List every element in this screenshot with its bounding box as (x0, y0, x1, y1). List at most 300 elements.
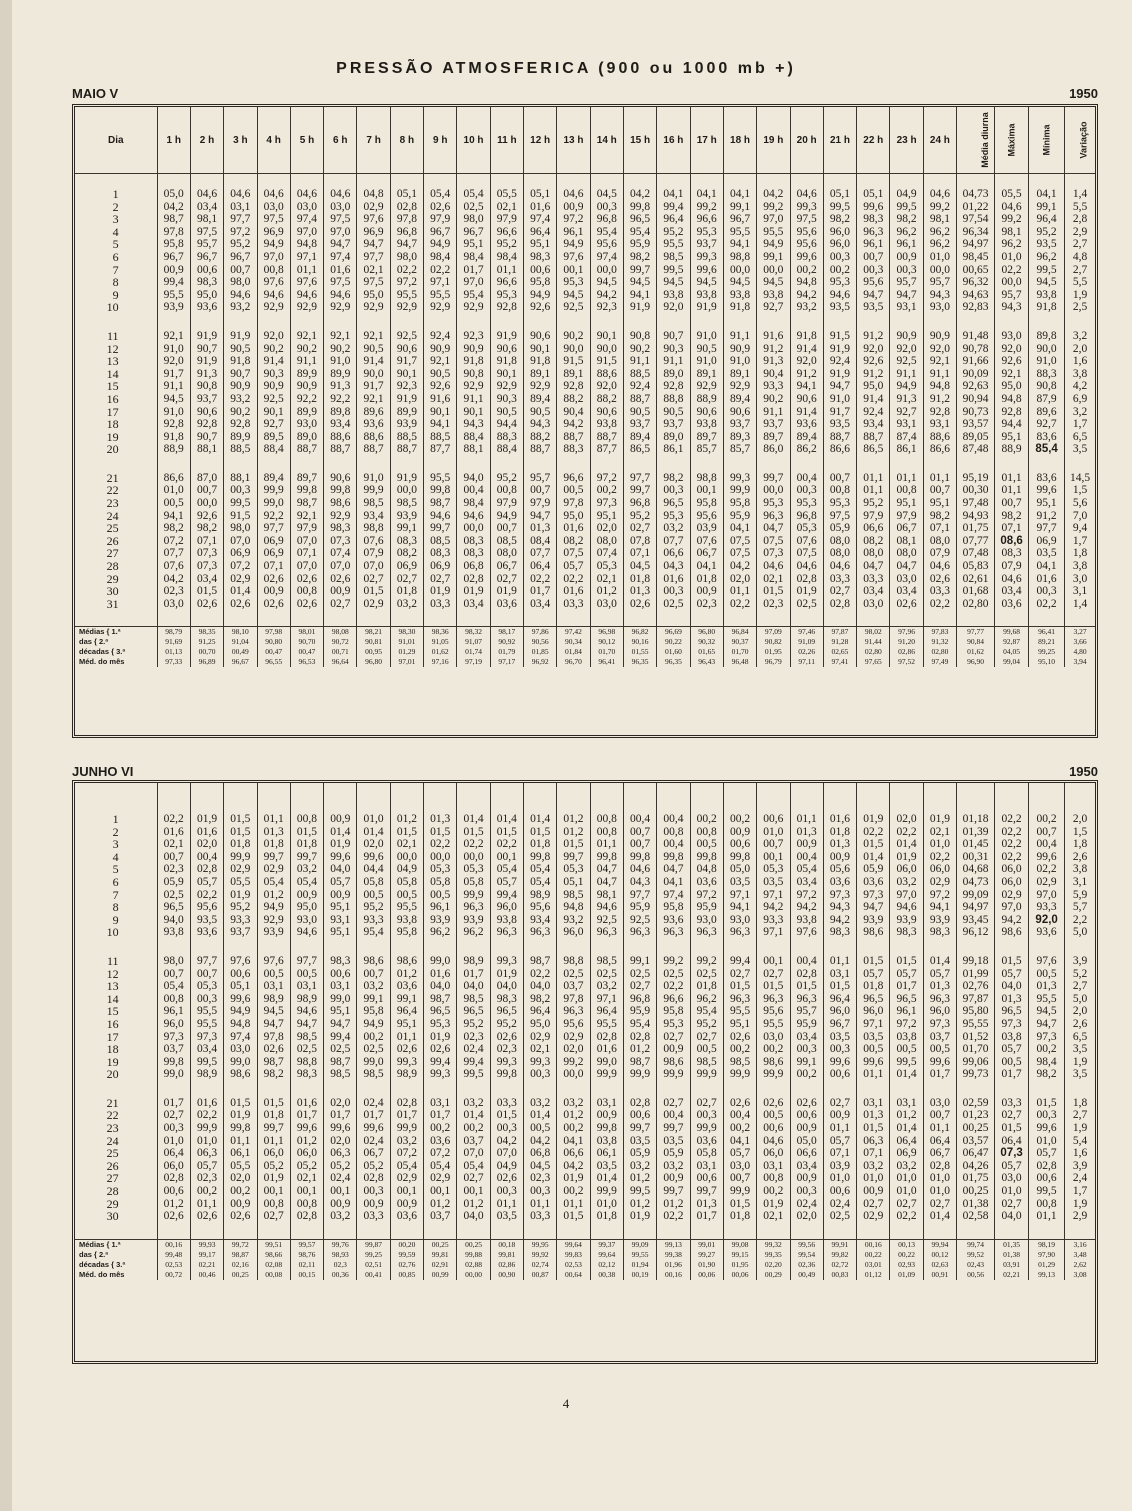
value-cell: 88,7 (823, 431, 856, 444)
value-cell: 89,9 (290, 406, 323, 419)
value-cell: 00,5 (995, 1056, 1029, 1069)
value-cell: 95,5 (657, 238, 690, 251)
value-cell: 95,9 (623, 901, 656, 914)
value-cell: 99,8 (157, 1056, 190, 1069)
summary-cell: 97,33 (157, 657, 190, 667)
value-cell: 03,4 (790, 1160, 823, 1173)
value-cell: 00,9 (557, 201, 590, 214)
value-cell: 96,34 (957, 226, 995, 239)
value-cell: 90,9 (890, 330, 923, 343)
summary-cell: 3,27 (1065, 627, 1095, 638)
value-cell: 04,6 (757, 560, 790, 573)
value-cell: 98,1 (995, 226, 1029, 239)
value-cell: 02,6 (424, 1043, 457, 1056)
value-cell: 93,2 (224, 301, 257, 314)
value-cell: 03,2 (590, 980, 623, 993)
value-cell: 96,5 (424, 1005, 457, 1018)
summary-cell: 97,46 (790, 627, 823, 638)
value-cell: 94,2 (790, 289, 823, 302)
value-cell: 93,9 (923, 914, 956, 927)
value-cell: 98,3 (923, 926, 956, 939)
value-cell: 91,0 (1029, 355, 1065, 368)
value-cell: 93,0 (995, 330, 1029, 343)
day-cell: 21 (106, 471, 119, 485)
value-cell: 94,6 (324, 289, 357, 302)
value-cell: 92,8 (657, 380, 690, 393)
value-cell: 03,0 (224, 1043, 257, 1056)
table-row (75, 1018, 1095, 1031)
value-cell: 00,9 (257, 585, 290, 598)
value-cell: 97,6 (257, 955, 290, 968)
value-cell: 05,4 (490, 863, 523, 876)
value-cell: 03,5 (623, 1135, 656, 1148)
value-cell: 99,6 (823, 1056, 856, 1069)
summary-cell: 90,92 (490, 637, 523, 647)
summary-cell: 02,51 (357, 1260, 390, 1270)
value-cell: 98,0 (157, 955, 190, 968)
value-cell: 99,9 (257, 484, 290, 497)
value-cell: 01,7 (324, 1109, 357, 1122)
value-cell: 94,9 (257, 901, 290, 914)
value-cell: 01,1 (590, 838, 623, 851)
value-cell: 94,7 (857, 289, 890, 302)
value-cell: 00,0 (390, 851, 423, 864)
value-cell: 03,0 (157, 598, 190, 611)
table-row (75, 472, 1095, 485)
summary-cell: 02,21 (190, 1260, 223, 1270)
maio-month-label: MAIO V (72, 86, 119, 101)
value-cell: 00,8 (290, 1198, 323, 1211)
summary-cell: 91,28 (823, 637, 856, 647)
value-cell: 4,8 (1065, 251, 1095, 264)
value-cell: 92,7 (1029, 418, 1065, 431)
summary-cell: 96,64 (324, 657, 357, 667)
summary-cell: 97,41 (823, 657, 856, 667)
value-cell: 93,6 (790, 418, 823, 431)
value-cell: 02,4 (457, 1043, 490, 1056)
value-cell: 89,0 (657, 431, 690, 444)
day-cell: 15 (106, 1005, 119, 1018)
value-cell: 02,6 (890, 598, 923, 611)
value-cell: 94,6 (890, 901, 923, 914)
value-cell: 99,7 (623, 1122, 656, 1135)
value-cell: 01,4 (224, 585, 257, 598)
summary-cell: 99,81 (490, 1250, 523, 1260)
summary-cell: 01,62 (424, 647, 457, 657)
summary-cell: 01,29 (390, 647, 423, 657)
value-cell: 02,7 (923, 1198, 956, 1211)
value-cell: 02,3 (190, 1172, 223, 1185)
value-cell: 98,6 (757, 1056, 790, 1069)
value-cell: 3,8 (1065, 863, 1095, 876)
summary-cell: 01,95 (723, 1260, 756, 1270)
value-cell: 91,9 (390, 472, 423, 485)
value-cell: 99,3 (690, 251, 723, 264)
value-cell: 99,8 (623, 201, 656, 214)
summary-cell: 00,95 (357, 647, 390, 657)
value-cell: 94,4 (490, 418, 523, 431)
value-cell: 92,8 (923, 406, 956, 419)
value-cell: 2,9 (1065, 1210, 1095, 1223)
value-cell: 98,0 (390, 251, 423, 264)
value-cell: 92,3 (590, 301, 623, 314)
value-cell: 03,3 (424, 598, 457, 611)
value-cell: 94,2 (590, 289, 623, 302)
value-cell: 98,9 (257, 993, 290, 1006)
value-cell: 00,1 (557, 264, 590, 277)
table-row (75, 343, 1095, 356)
value-cell: 00,2 (1029, 813, 1065, 826)
value-cell: 99,8 (623, 851, 656, 864)
summary-cell: 02,80 (923, 647, 956, 657)
value-cell: 90,6 (590, 406, 623, 419)
value-cell: 94,9 (757, 238, 790, 251)
day-cell: 25 (106, 522, 119, 535)
value-cell: 97,1 (590, 993, 623, 1006)
value-cell: 89,4 (623, 431, 656, 444)
value-cell: 92,9 (257, 914, 290, 927)
value-cell: 02,5 (690, 968, 723, 981)
summary-cell: 98,08 (324, 627, 357, 638)
value-cell: 02,6 (490, 1031, 523, 1044)
value-cell: 02,2 (890, 1210, 923, 1223)
value-cell: 07,3 (324, 535, 357, 548)
value-cell: 03,1 (590, 1097, 623, 1110)
value-cell: 89,4 (524, 393, 557, 406)
summary-cell: 00,22 (857, 1250, 890, 1260)
value-cell: 90,6 (690, 406, 723, 419)
value-cell: 03,6 (490, 598, 523, 611)
summary-cell: 01,62 (957, 647, 995, 657)
summary-cell: 99,54 (790, 1250, 823, 1260)
value-cell: 95,1 (1029, 497, 1065, 510)
value-cell: 94,8 (557, 901, 590, 914)
value-cell: 00,2 (1029, 1043, 1065, 1056)
value-cell: 03,4 (857, 585, 890, 598)
value-cell: 02,80 (957, 598, 995, 611)
summary-cell: 00,38 (590, 1270, 623, 1280)
value-cell: 02,1 (757, 1210, 790, 1223)
value-cell: 01,9 (857, 813, 890, 826)
value-cell: 93,9 (390, 510, 423, 523)
value-cell: 02,1 (524, 1043, 557, 1056)
value-cell: 00,0 (457, 522, 490, 535)
summary-cell: 97,98 (257, 627, 290, 638)
value-cell: 04,2 (723, 560, 756, 573)
value-cell: 90,78 (957, 343, 995, 356)
summary-cell: 99,57 (290, 1239, 323, 1250)
value-cell: 97,5 (257, 213, 290, 226)
value-cell: 98,5 (324, 1068, 357, 1081)
value-cell: 01,8 (623, 573, 656, 586)
value-cell: 99,4 (157, 276, 190, 289)
value-cell: 02,9 (995, 889, 1029, 902)
value-cell: 95,9 (723, 510, 756, 523)
value-cell: 98,8 (690, 472, 723, 485)
value-cell: 03,2 (890, 876, 923, 889)
value-cell: 97,8 (257, 1031, 290, 1044)
value-cell: 00,7 (190, 968, 223, 981)
value-cell: 3,8 (1065, 560, 1095, 573)
value-cell: 04,7 (590, 863, 623, 876)
value-cell: 02,5 (590, 968, 623, 981)
value-cell: 97,2 (790, 889, 823, 902)
value-cell: 00,9 (790, 838, 823, 851)
value-cell: 03,1 (890, 1097, 923, 1110)
summary-cell: 99,15 (723, 1250, 756, 1260)
table-row (75, 238, 1095, 251)
summary-label: das { 2.ª (79, 637, 109, 647)
value-cell: 00,3 (790, 1185, 823, 1198)
value-cell: 05,1 (524, 188, 557, 201)
value-cell: 91,0 (157, 406, 190, 419)
value-cell: 01,70 (957, 1043, 995, 1056)
value-cell: 97,0 (890, 889, 923, 902)
value-cell: 92,9 (723, 380, 756, 393)
value-cell: 07,9 (995, 560, 1029, 573)
value-cell: 03,7 (923, 1031, 956, 1044)
value-cell: 93,8 (490, 914, 523, 927)
value-cell: 97,9 (490, 213, 523, 226)
value-cell: 01,1 (823, 955, 856, 968)
value-cell: 04,0 (424, 980, 457, 993)
value-cell: 05,2 (290, 1160, 323, 1173)
value-cell: 91,0 (357, 472, 390, 485)
value-cell: 96,3 (623, 926, 656, 939)
value-cell: 90,4 (557, 406, 590, 419)
value-cell: 02,0 (790, 1210, 823, 1223)
header-hour: 12 h (524, 107, 557, 174)
value-cell: 97,4 (290, 213, 323, 226)
value-cell: 92,9 (690, 380, 723, 393)
value-cell: 94,7 (290, 1018, 323, 1031)
value-cell: 01,5 (757, 980, 790, 993)
value-cell: 02,7 (657, 1097, 690, 1110)
value-cell: 95,4 (623, 1018, 656, 1031)
value-cell: 02,7 (357, 573, 390, 586)
value-cell: 95,5 (757, 1018, 790, 1031)
value-cell: 01,52 (957, 1031, 995, 1044)
value-cell: 94,8 (290, 238, 323, 251)
value-cell: 01,9 (890, 851, 923, 864)
value-cell: 98,3 (490, 993, 523, 1006)
value-cell: 92,3 (457, 330, 490, 343)
value-cell: 04,7 (657, 863, 690, 876)
value-cell: 92,2 (324, 393, 357, 406)
value-cell: 07,3 (995, 1147, 1029, 1160)
value-cell: 97,4 (324, 251, 357, 264)
value-cell: 96,0 (823, 238, 856, 251)
value-cell: 02,7 (823, 1097, 856, 1110)
value-cell: 91,48 (957, 330, 995, 343)
value-cell: 01,45 (957, 838, 995, 851)
value-cell: 01,6 (657, 573, 690, 586)
summary-cell: 99,83 (557, 1250, 590, 1260)
value-cell: 95,3 (757, 497, 790, 510)
value-cell: 96,5 (657, 497, 690, 510)
value-cell: 99,1 (1029, 201, 1065, 214)
value-cell: 97,3 (157, 1031, 190, 1044)
value-cell: 97,3 (923, 1018, 956, 1031)
value-cell: 01,1 (790, 813, 823, 826)
table-row (75, 955, 1095, 968)
value-cell: 00,2 (723, 813, 756, 826)
value-cell: 90,6 (490, 343, 523, 356)
value-cell: 99,5 (623, 1185, 656, 1198)
value-cell: 03,4 (790, 1031, 823, 1044)
value-cell: 02,2 (557, 573, 590, 586)
summary-cell: 00,29 (757, 1270, 790, 1280)
value-cell: 00,6 (723, 838, 756, 851)
value-cell: 04,2 (157, 573, 190, 586)
value-cell: 92,5 (557, 301, 590, 314)
value-cell: 95,6 (557, 1018, 590, 1031)
value-cell: 01,3 (923, 980, 956, 993)
value-cell: 07,1 (923, 522, 956, 535)
value-cell: 02,3 (757, 598, 790, 611)
value-cell: 02,2 (890, 826, 923, 839)
value-cell: 90,7 (190, 343, 223, 356)
value-cell: 92,9 (324, 510, 357, 523)
value-cell: 99,9 (190, 1122, 223, 1135)
value-cell: 06,0 (890, 863, 923, 876)
value-cell: 06,9 (1029, 535, 1065, 548)
value-cell: 08,2 (390, 547, 423, 560)
value-cell: 98,7 (424, 993, 457, 1006)
value-cell: 00,6 (690, 1172, 723, 1185)
value-cell: 85,4 (1029, 443, 1065, 456)
summary-cell: 01,85 (524, 647, 557, 657)
value-cell: 00,4 (790, 851, 823, 864)
value-cell: 93,57 (957, 418, 995, 431)
value-cell: 08,0 (923, 535, 956, 548)
value-cell: 07,77 (957, 535, 995, 548)
value-cell: 00,2 (690, 813, 723, 826)
value-cell: 91,0 (157, 343, 190, 356)
value-cell: 03,5 (490, 1210, 523, 1223)
value-cell: 01,5 (557, 838, 590, 851)
value-cell: 04,5 (623, 560, 656, 573)
value-cell: 02,7 (995, 1198, 1029, 1211)
value-cell: 86,1 (657, 443, 690, 456)
value-cell: 97,5 (790, 213, 823, 226)
value-cell: 91,66 (957, 355, 995, 368)
value-cell: 90,9 (290, 380, 323, 393)
value-cell: 99,6 (1029, 851, 1065, 864)
value-cell: 00,7 (357, 968, 390, 981)
summary-cell: 90,70 (290, 637, 323, 647)
value-cell: 98,4 (1029, 1056, 1065, 1069)
value-cell: 88,6 (590, 368, 623, 381)
value-cell: 95,4 (357, 926, 390, 939)
value-cell: 94,3 (524, 418, 557, 431)
value-cell: 05,9 (157, 876, 190, 889)
value-cell: 01,1 (823, 1122, 856, 1135)
value-cell: 02,2 (857, 826, 890, 839)
value-cell: 08,2 (857, 535, 890, 548)
value-cell: 01,2 (557, 1109, 590, 1122)
header-hour: 1 h (157, 107, 190, 174)
summary-cell: 01,29 (1029, 1260, 1065, 1270)
value-cell: 08,3 (995, 547, 1029, 560)
value-cell: 01,4 (923, 955, 956, 968)
value-cell: 92,1 (357, 393, 390, 406)
summary-cell: 01,79 (490, 647, 523, 657)
value-cell: 07,2 (424, 1147, 457, 1160)
value-cell: 89,5 (257, 431, 290, 444)
value-cell: 01,2 (424, 1198, 457, 1211)
page-title: PRESSÃO ATMOSFERICA (900 ou 1000 mb +) (336, 60, 796, 77)
value-cell: 89,8 (1029, 330, 1065, 343)
value-cell: 94,5 (757, 276, 790, 289)
value-cell: 89,0 (657, 368, 690, 381)
value-cell: 06,4 (157, 1147, 190, 1160)
summary-cell: 99,55 (623, 1250, 656, 1260)
value-cell: 94,2 (757, 901, 790, 914)
value-cell: 95,3 (490, 289, 523, 302)
summary-cell: 00,47 (257, 647, 290, 657)
value-cell: 07,0 (357, 560, 390, 573)
summary-cell: 02,08 (257, 1260, 290, 1270)
value-cell: 02,8 (457, 573, 490, 586)
value-cell: 01,4 (357, 826, 390, 839)
value-cell: 88,7 (623, 393, 656, 406)
value-cell: 94,97 (957, 901, 995, 914)
table-row (75, 1056, 1095, 1069)
summary-cell: 96,55 (257, 657, 290, 667)
value-cell: 02,4 (357, 1135, 390, 1148)
summary-cell: 96,70 (557, 657, 590, 667)
value-cell: 99,5 (890, 201, 923, 214)
value-cell: 01,9 (623, 1210, 656, 1223)
value-cell: 91,7 (157, 368, 190, 381)
value-cell: 92,9 (457, 301, 490, 314)
value-cell: 02,7 (623, 522, 656, 535)
value-cell: 99,3 (790, 201, 823, 214)
value-cell: 91,3 (757, 355, 790, 368)
value-cell: 3,1 (1065, 876, 1095, 889)
value-cell: 94,6 (290, 289, 323, 302)
value-cell: 97,2 (890, 1018, 923, 1031)
value-cell: 03,2 (524, 1097, 557, 1110)
value-cell: 03,3 (357, 1210, 390, 1223)
value-cell: 05,0 (723, 863, 756, 876)
table-row (75, 968, 1095, 981)
value-cell: 91,8 (723, 301, 756, 314)
value-cell: 00,6 (757, 813, 790, 826)
value-cell: 04,0 (490, 980, 523, 993)
summary-cell: 97,87 (823, 627, 856, 638)
value-cell: 08,4 (524, 535, 557, 548)
value-cell: 00,2 (590, 484, 623, 497)
summary-cell: 00,49 (790, 1270, 823, 1280)
value-cell: 07,0 (290, 560, 323, 573)
summary-cell: 90,37 (723, 637, 756, 647)
value-cell: 94,8 (790, 276, 823, 289)
value-cell: 01,9 (190, 813, 223, 826)
value-cell: 05,4 (424, 1160, 457, 1173)
value-cell: 91,1 (757, 406, 790, 419)
value-cell: 05,7 (857, 968, 890, 981)
header-hour: 13 h (557, 107, 590, 174)
value-cell: 93,9 (157, 301, 190, 314)
value-cell: 05,1 (224, 980, 257, 993)
summary-cell: 90,84 (957, 637, 995, 647)
value-cell: 99,8 (424, 484, 457, 497)
junho-data-table (75, 783, 1095, 1280)
value-cell: 99,0 (424, 955, 457, 968)
value-cell: 99,4 (490, 889, 523, 902)
